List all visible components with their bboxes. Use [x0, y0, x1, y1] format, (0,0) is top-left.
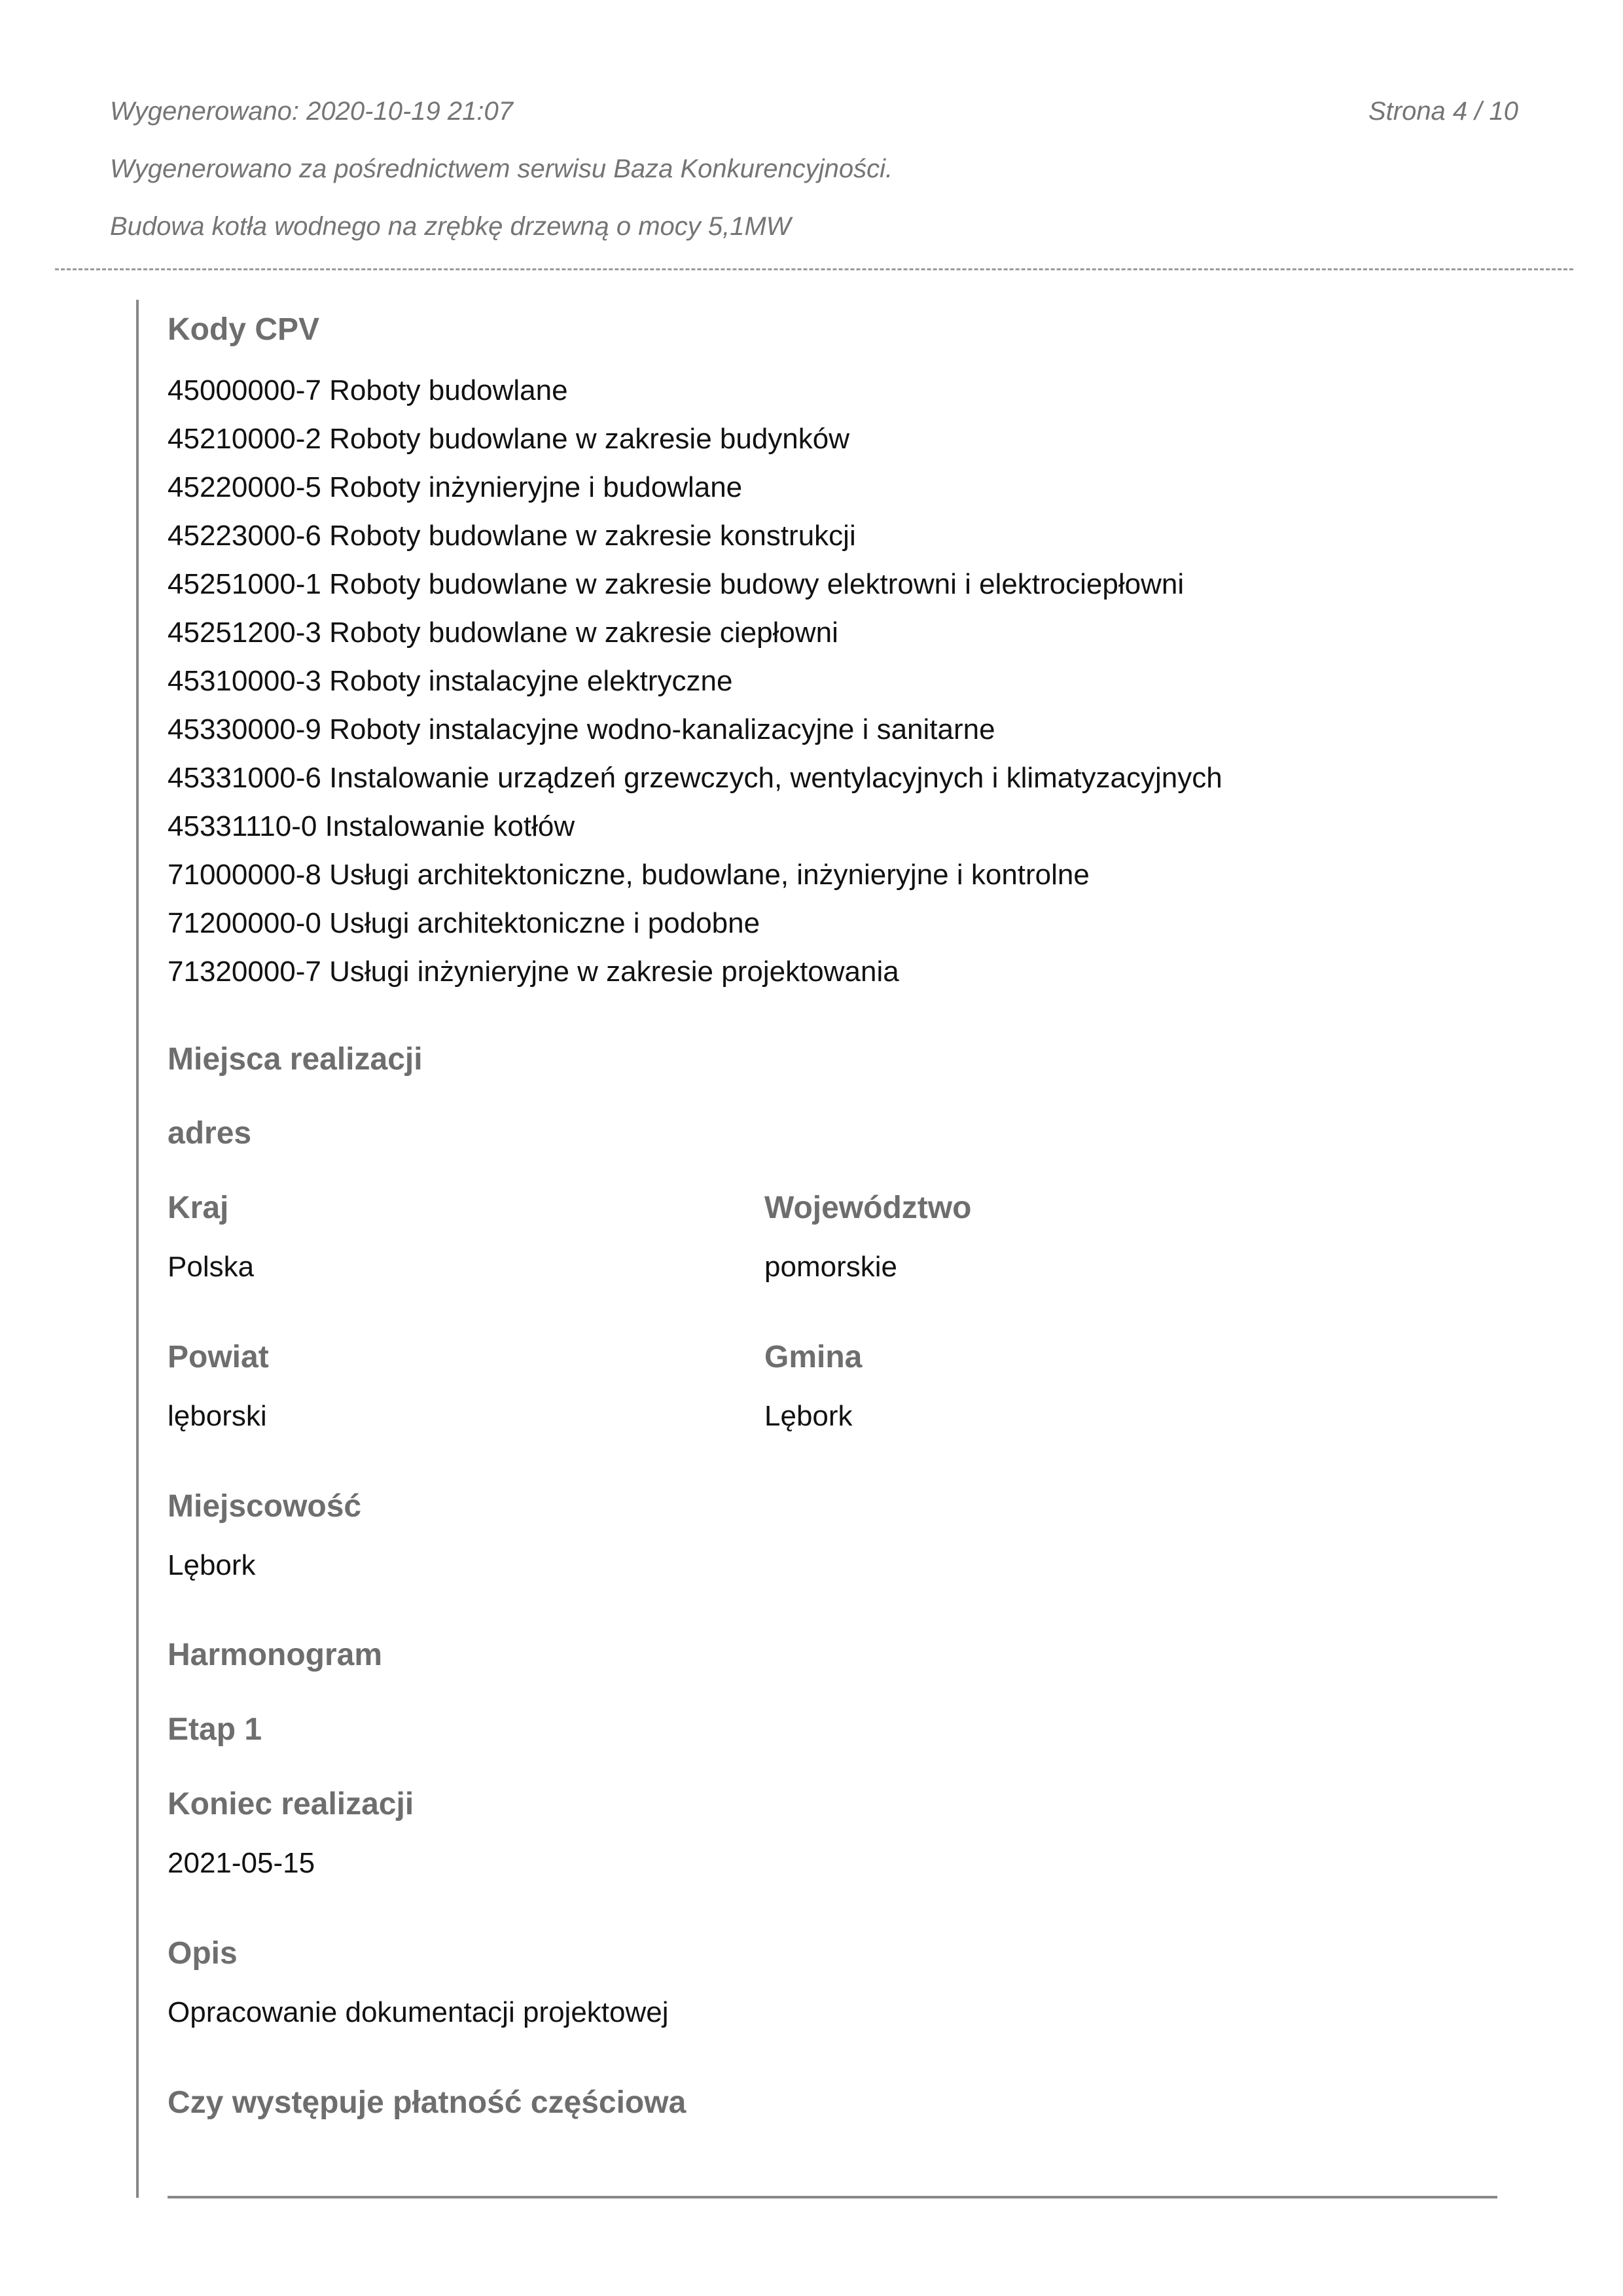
voivodeship-label: Województwo: [764, 1191, 972, 1225]
cpv-item: 45223000-6 Roboty budowlane w zakresie konstrukcji: [168, 520, 856, 552]
country-label: Kraj: [168, 1191, 229, 1225]
section-bottom-divider: [168, 2196, 1497, 2198]
generated-via-note: Wygenerowano za pośrednictwem serwisu Baza Konkurencyjności.: [110, 154, 893, 183]
cpv-item: 71000000-8 Usługi architektoniczne, budowlane, inżynieryjne i kontrolne: [168, 859, 1090, 891]
section-left-border: [136, 300, 139, 2198]
schedule-heading: Harmonogram: [168, 1638, 383, 1672]
location-heading: Miejsca realizacji: [168, 1042, 423, 1077]
cpv-item: 45251000-1 Roboty budowlane w zakresie budowy elektrowni i elektrociepłowni: [168, 568, 1185, 600]
address-subheading: adres: [168, 1116, 252, 1151]
cpv-item: 45331000-6 Instalowanie urządzeń grzewczych, wentylacyjnych i klimatyzacyjnych: [168, 762, 1222, 794]
commune-value: Lębork: [764, 1400, 853, 1432]
county-label: Powiat: [168, 1340, 269, 1374]
country-value: Polska: [168, 1251, 255, 1283]
generated-timestamp: Wygenerowano: 2020-10-19 21:07: [110, 97, 513, 126]
cpv-item: 45331110-0 Instalowanie kotłów: [168, 810, 575, 842]
page-number: Strona 4 / 10: [1368, 97, 1518, 126]
stage-heading: Etap 1: [168, 1712, 262, 1747]
town-value: Lębork: [168, 1549, 256, 1581]
cpv-item: 45330000-9 Roboty instalacyjne wodno-kanalizacyjne i sanitarne: [168, 713, 995, 745]
cpv-code-list: [168, 376, 1222, 1006]
end-date-value: 2021-05-15: [168, 1847, 315, 1879]
cpv-heading: Kody CPV: [168, 312, 320, 347]
commune-label: Gmina: [764, 1340, 863, 1374]
town-label: Miejscowość: [168, 1489, 362, 1524]
description-label: Opis: [168, 1936, 238, 1971]
header-divider: [55, 268, 1573, 270]
county-value: lęborski: [168, 1400, 267, 1432]
cpv-item: 71320000-7 Usługi inżynieryjne w zakresie projektowania: [168, 956, 899, 988]
document-title: Budowa kotła wodnego na zrębkę drzewną o mocy 5,1MW: [110, 212, 791, 241]
cpv-item: 45220000-5 Roboty inżynieryjne i budowlane: [168, 471, 743, 503]
description-value: Opracowanie dokumentacji projektowej: [168, 1996, 669, 2028]
partial-payment-label: Czy występuje płatność częściowa: [168, 2085, 687, 2120]
cpv-item: 45310000-3 Roboty instalacyjne elektryczne: [168, 665, 733, 697]
cpv-item: 45251200-3 Roboty budowlane w zakresie ciepłowni: [168, 617, 838, 649]
cpv-item: 45000000-7 Roboty budowlane: [168, 374, 568, 406]
cpv-item: 71200000-0 Usługi architektoniczne i podobne: [168, 907, 760, 939]
end-date-label: Koniec realizacji: [168, 1787, 414, 1821]
cpv-item: 45210000-2 Roboty budowlane w zakresie budynków: [168, 423, 850, 455]
voivodeship-value: pomorskie: [764, 1251, 897, 1283]
